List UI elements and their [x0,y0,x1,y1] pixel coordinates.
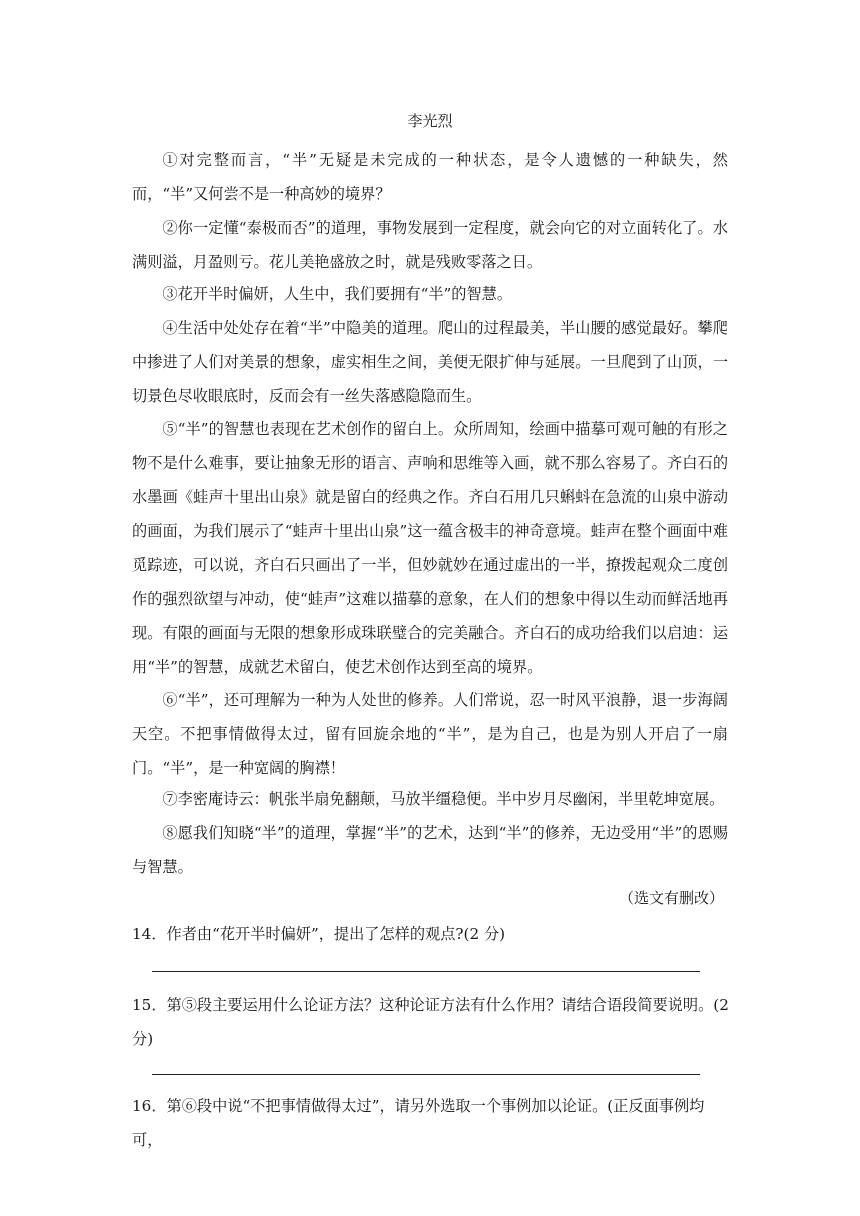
paragraph-4: ④生活中处处存在着“半”中隐美的道理。爬山的过程最美，半山腰的感觉最好。攀爬中掺进了人们对美景的想象，虚实相生之间，美便无限扩伸与延展。一旦爬到了山顶，一切景色尽收眼底时，反而会有一丝失落感隐隐而生。 [132,319,728,405]
question-14: 14．作者由“花开半时偏妍”，提出了怎样的观点?(2 分) [132,925,506,943]
paragraph-3: ③花开半时偏妍，人生中，我们要拥有“半”的智慧。 [162,285,513,303]
paragraph-7: ⑦李密庵诗云：帆张半扇免翻颠，马放半缰稳便。半中岁月尽幽闲，半里乾坤宽展。 [162,790,725,808]
answer-line-14[interactable] [152,971,700,972]
question-15: 15．第⑤段主要运用什么论证方法？这种论证方法有什么作用？请结合语段简要说明。(2 分) [132,996,729,1048]
article-author: 李光烈 [407,112,453,130]
question-16: 16．第⑥段中说“不把事情做得太过”，请另外选取一个事例加以论证。(正反面事例均可， [132,1097,705,1149]
paragraph-8: ⑧愿我们知晓“半”的道理，掌握“半”的艺术，达到“半”的修养，无边受用“半”的恩赐与智慧。 [132,824,728,876]
paragraph-5: ⑤“半”的智慧也表现在艺术创作的留白上。众所周知，绘画中描摹可观可触的有形之物不是什么难事，要让抽象无形的语言、声响和思维等入画，就不那么容易了。齐白石的水墨画《蛙声十里出山泉》就是留白的经典之作。齐白石用几只蝌蚪在急流的山泉中游动的画面，为我们展示了“蛙声十里出山泉”这一蕴含极丰的神奇意境。蛙声在整个画面中难觅踪迹，可以说，齐白石只画出了一半，但妙就妙在通过虚出的一半，撩拨起观众二度创作的强烈欲望与冲动，使“蛙声”这难以描摹的意象，在人们的想象中得以生动而鲜活地再现。有限的画面与无限的想象形成珠联璧合的完美融合。齐白石的成功给我们以启迪：运用“半”的智慧，成就艺术留白，使艺术创作达到至高的境界。 [132,420,728,676]
paragraph-1: ①对完整而言，“半”无疑是未完成的一种状态，是令人遗憾的一种缺失，然而，“半”又何尝不是一种高妙的境界？ [132,151,728,203]
paragraph-2: ②你一定懂“泰极而否”的道理，事物发展到一定程度，就会向它的对立面转化了。水满则溢，月盈则亏。花儿美艳盛放之时，就是残败零落之日。 [132,219,728,271]
paragraph-6: ⑥“半”，还可理解为一种为人处世的修养。人们常说，忍一时风平浪静，退一步海阔天空。不把事情做得太过，留有回旋余地的“半”，是为自己，也是为别人开启了一扇门。“半”，是一种宽阔的胸襟！ [132,691,728,777]
source-note: （选文有删改） [618,889,724,907]
answer-line-15[interactable] [152,1074,700,1075]
